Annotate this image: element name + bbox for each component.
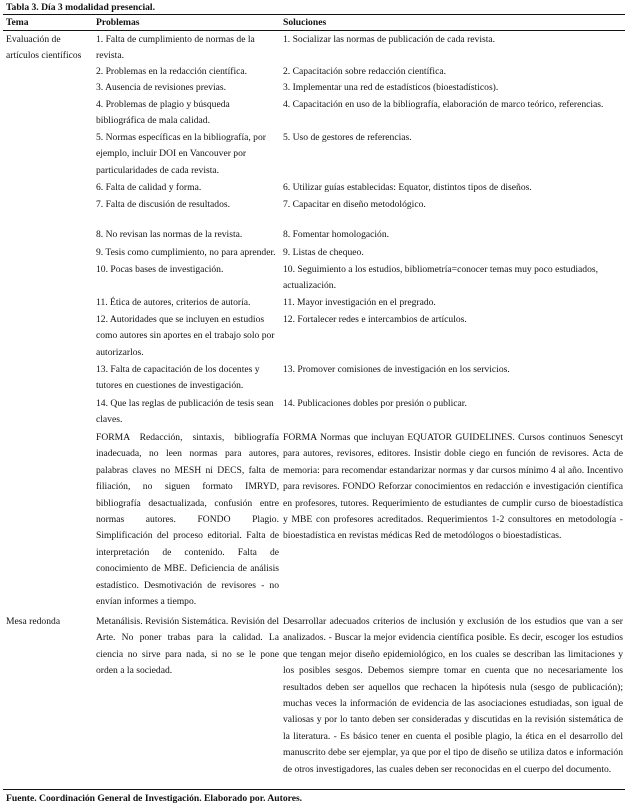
header-rule: [3, 30, 625, 31]
header-tema: Tema: [6, 17, 29, 28]
problem-cell: 10. Pocas bases de investigación.: [96, 264, 224, 275]
solution-cell: Desarrollar adecuados criterios de inclusión y exclusión de los estudios que van a ser analizados. - Buscar la mejor evidencia científica posible. Es decir, escoger los estudios que tengan mejor diseño epidemiológico, en los cuales se describan las limitaciones y los posibles sesgos. Debemos siempre tomar en cuenta que no necesariamente los resultados deben ser aquellos que rechacen la hipótesis nula (sesgo de publicación); muchas veces la información de evidencia de las asociaciones estudiadas, son igual de valiosas y por lo tanto deben ser consideradas y discutidas en la revisión sistemática de la literatura. - Es básico tener en cuenta el posible plagio, la ética en el desarrollo del manuscrito debe ser ejemplar, ya que por el tipo de diseño se utiliza datos e información de otros investigadores, las cuales deben ser reconocidas en el cuerpo del documento.: [283, 616, 623, 775]
solution-cell: 7. Capacitar en diseño metodológico.: [283, 199, 426, 210]
bottom-rule: [3, 789, 625, 790]
solution-cell: 9. Listas de chequeo.: [283, 247, 364, 258]
problem-cell: 9. Tesis como cumplimiento, no para aprender.: [96, 247, 276, 258]
problem-cell: Metanálisis. Revisión Sistemática. Revisión del Arte. No poner trabas para la calidad. La ciencia no sirve para nada, si no se le pone orden a la sociedad.: [96, 616, 279, 677]
solution-cell: 1. Socializar las normas de publicación de cada revista.: [283, 34, 496, 45]
problem-cell: 7. Falta de discusión de resultados.: [96, 199, 231, 210]
tema-cell: Mesa redonda: [6, 616, 61, 627]
solution-cell: FORMA Normas que incluyan EQUATOR GUIDELINES. Cursos continuos Senescyt para autores, revisores, editores. Insistir doble ciego en función de revisores. Acta de memoria: para recomendar estandarizar normas y dar cursos mínimo 4 al año. Incentivo para revisores. FONDO Reforzar conocimientos en redacción e investigación científica en profesores, tutores. Requerimiento de estudiantes de cumplir curso de bioestadística y MBE con profesores acreditados. Requerimientos 1-2 consultores en metodología - bioestadística en revistas médicas Red de metodólogos o bioestadísticas.: [283, 432, 623, 542]
problem-cell: 13. Falta de capacitación de los docentes y tutores en cuestiones de investigación.: [96, 364, 260, 392]
table-caption: Tabla 3. Día 3 modalidad presencial.: [6, 2, 155, 13]
header-problemas: Problemas: [96, 17, 140, 28]
problem-cell: 12. Autoridades que se incluyen en estudios como autores sin aportes en el trabajo solo por autorizarlos.: [96, 314, 275, 358]
solution-cell: 14. Publicaciones dobles por presión o publicar.: [283, 398, 467, 409]
problem-cell: 2. Problemas en la redacción científica.: [96, 66, 248, 77]
problem-cell: 3. Ausencia de revisiones previas.: [96, 82, 227, 93]
header-soluciones: Soluciones: [283, 17, 327, 28]
problem-cell: FORMA Redacción, sintaxis, bibliografía inadecuada, no leen normas para autores, palabras claves no MESH ni DECS, falta de filiación, no siguen formato IMRYD, bibliografía desactualizada, confusión entre normas autores. FONDO Plagio. Simplificación del proceso editorial. Falta de interpretación de contenido. Falta de conocimiento de MBE. Deficiencia de análisis estadístico. Desmotivación de revisores - no envían informes a tiempo.: [96, 432, 279, 608]
problem-cell: 5. Normas específicas en la bibliografía, por ejemplo, incluir DOI en Vancouver por particularidades de cada revista.: [96, 132, 266, 176]
problem-cell: 11. Ética de autores, criterios de autoría.: [96, 297, 251, 308]
problem-cell: 8. No revisan las normas de la revista.: [96, 229, 243, 240]
solution-cell: 5. Uso de gestores de referencias.: [283, 132, 412, 143]
solution-cell: 3. Implementar una red de estadísticos (bioestadísticos).: [283, 82, 499, 93]
solution-cell: 10. Seguimiento a los estudios, bibliometría=conocer temas muy poco estudiados, actualización.: [283, 264, 599, 292]
solution-cell: 6. Utilizar guías establecidas: Equator, distintos tipos de diseños.: [283, 182, 532, 193]
solution-cell: 2. Capacitación sobre redacción científica.: [283, 66, 447, 77]
problem-cell: 6. Falta de calidad y forma.: [96, 182, 202, 193]
solution-cell: 12. Fortalecer redes e intercambios de artículos.: [283, 314, 467, 325]
solution-cell: 11. Mayor investigación en el pregrado.: [283, 297, 436, 308]
table-footer: Fuente. Coordinación General de Investigación. Elaborado por. Autores.: [6, 793, 303, 804]
solution-cell: 4. Capacitación en uso de la bibliografía, elaboración de marco teórico, referencias.: [283, 99, 604, 110]
problem-cell: 1. Falta de cumplimiento de normas de la revista.: [96, 34, 255, 62]
top-rule: [3, 14, 625, 15]
tema-cell: Evaluación de artículos científicos: [6, 34, 82, 62]
solution-cell: 8. Fomentar homologación.: [283, 229, 390, 240]
problem-cell: 14. Que las reglas de publicación de tesis sean claves.: [96, 398, 274, 426]
solution-cell: 13. Promover comisiones de investigación en los servicios.: [283, 364, 510, 375]
problem-cell: 4. Problemas de plagio y búsqueda bibliográfica de mala calidad.: [96, 99, 230, 127]
